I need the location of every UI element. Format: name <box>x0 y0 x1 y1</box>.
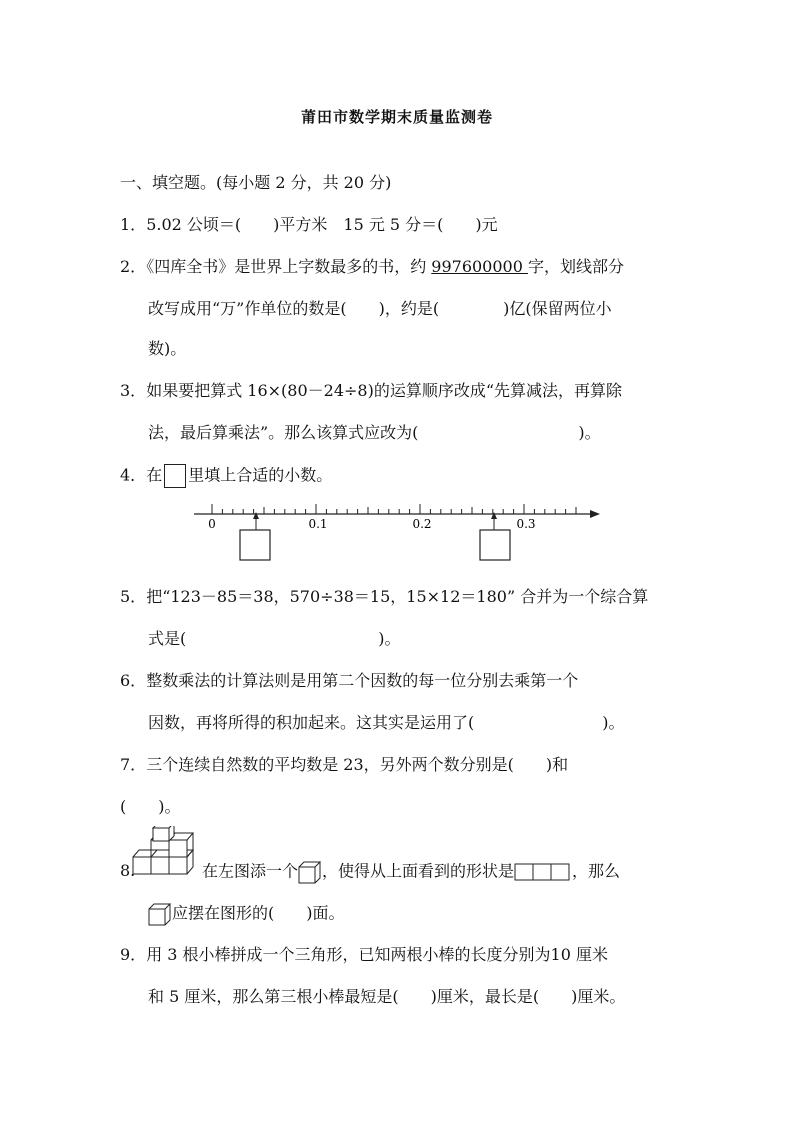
single-cube-icon <box>298 860 322 884</box>
question-2-line-2: 改写成用“万”作单位的数是( )，约是( )亿(保留两位小 <box>148 299 612 318</box>
question-text: 如果要把算式 16×(80－24÷8)的运算顺序改成“先算减法，再算除 <box>146 381 623 400</box>
question-text: 应摆在图形的( )面。 <box>172 903 345 923</box>
question-3 <box>120 380 622 402</box>
question-number: 7． <box>120 755 147 774</box>
question-number: 4． <box>120 465 147 485</box>
cube-stack-icon <box>132 826 202 876</box>
underlined-number: 997600000 <box>431 257 528 276</box>
page-title: 莆田市数学期末质量监测卷 <box>300 108 493 126</box>
tick-label-0: 0 <box>208 517 216 531</box>
question-number: 9． <box>120 945 147 964</box>
answer-box-2[interactable] <box>480 530 510 560</box>
question-text: ，使得从上面看到的形状是 <box>322 861 515 881</box>
question-number: 1． <box>120 215 147 234</box>
question-7 <box>120 754 568 776</box>
arrow-marker-2 <box>491 512 497 530</box>
question-text: 在 <box>146 465 163 485</box>
answer-box-1[interactable] <box>240 530 270 560</box>
question-7-line-2: ( )。 <box>120 797 181 816</box>
section-heading: 一、填空题。(每小题 2 分，共 20 分) <box>120 173 392 192</box>
question-6-line-2: 因数，再将所得的积加起来。这其实是运用了( )。 <box>148 713 625 732</box>
question-9-line-2: 和 5 厘米，那么第三根小棒最短是( )厘米，最长是( )厘米。 <box>148 987 626 1006</box>
question-2 <box>120 256 624 278</box>
number-line-ticks <box>212 504 576 514</box>
question-text: 在左图添一个 <box>202 861 299 881</box>
question-8 <box>202 860 620 884</box>
tick-label-0-3: 0.3 <box>516 517 536 531</box>
question-text: 用 3 根小棒拼成一个三角形，已知两根小棒的长度分别为10 厘米 <box>146 945 608 964</box>
question-number: 3． <box>120 381 147 400</box>
question-number: 5． <box>120 587 147 606</box>
question-text: 三个连续自然数的平均数是 23，另外两个数分别是( )和 <box>146 755 569 774</box>
question-9 <box>120 944 608 966</box>
question-text: 《四库全书》是世界上字数最多的书，约 <box>146 257 432 276</box>
question-text: 里填上合适的小数。 <box>188 465 333 485</box>
question-8-number: 8. <box>120 861 136 880</box>
question-number: 6． <box>120 671 147 690</box>
arrow-marker-1 <box>253 512 259 530</box>
question-5-line-2: 式是( )。 <box>148 629 401 648</box>
question-1 <box>120 214 498 236</box>
question-text: 字，划线部分 <box>527 257 624 276</box>
top-view-squares-icon <box>514 862 572 882</box>
question-text: 5.02 公顷＝( )平方米 15 元 5 分＝( )元 <box>146 215 498 234</box>
question-text: 整数乘法的计算法则是用第二个因数的每一位分别去乘第一个 <box>146 671 579 690</box>
number-line <box>188 500 608 570</box>
question-2-line-3: 数)。 <box>148 339 187 358</box>
question-3-line-2: 法，最后算乘法”。那么该算式应改为( )。 <box>148 423 601 442</box>
question-4 <box>120 464 332 488</box>
question-text: 把“123－85＝38，570÷38＝15，15×12＝180” 合并为一个综合算 <box>146 587 649 606</box>
answer-box-icon <box>164 464 186 488</box>
question-8-line-2 <box>148 902 345 926</box>
question-number: 2． <box>120 257 147 276</box>
question-5 <box>120 586 648 608</box>
question-text: ，那么 <box>572 861 621 881</box>
tick-label-0-2: 0.2 <box>412 517 432 531</box>
single-cube-icon <box>148 902 172 926</box>
tick-label-0-1: 0.1 <box>308 517 328 531</box>
question-6 <box>120 670 578 692</box>
